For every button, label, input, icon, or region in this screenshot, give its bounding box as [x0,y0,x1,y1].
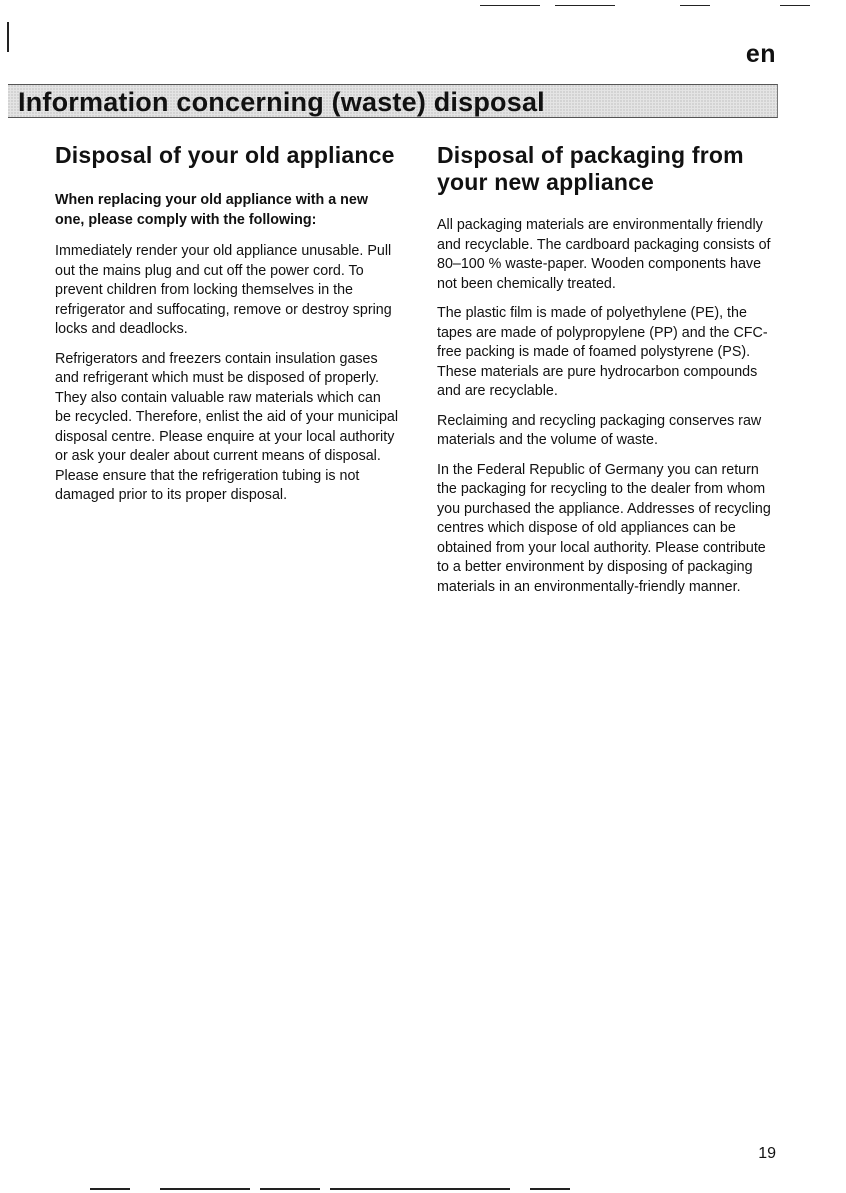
left-column [55,142,400,516]
scan-line-top-4 [780,5,810,6]
scan-line-bottom-1 [90,1188,130,1190]
right-paragraph-3: Reclaiming and recycling packaging conserves raw materials and the volume of waste. [437,412,762,448]
right-heading: Disposal of packaging from your new appliance [437,142,744,195]
banner-title: Information concerning (waste) disposal [18,87,545,117]
right-paragraph-1: All packaging materials are environmentally friendly and recyclable. The cardboard packaging consists of 80–100 % waste-paper. Wooden components have not been chemically treated. [437,217,771,292]
scan-line-top-2 [555,5,615,6]
left-paragraph-1: Immediately render your old appliance unusable. Pull out the mains plug and cut off the power cord. To prevent children from locking themselves in the refrigerator and suffocating, remove or destroy spring locks and deadlocks. [55,243,392,337]
scan-line-top-3 [680,5,710,6]
right-column [437,142,777,607]
scan-line-bottom-2 [160,1188,250,1190]
scan-line-bottom-5 [530,1188,570,1190]
scan-line-top-1 [480,5,540,6]
scan-line-bottom-4 [330,1188,510,1190]
left-lead: When replacing your old appliance with a new one, please comply with the following: [55,192,368,228]
left-heading: Disposal of your old appliance [55,142,395,168]
scan-line-bottom-3 [260,1188,320,1190]
page-number: 19 [758,1145,776,1162]
right-paragraph-2: The plastic film is made of polyethylene (PE), the tapes are made of polypropylene (PP) and the CFC-free packing is made of foamed polystyrene (PS). These materials are pure hydrocarbon compounds and are recyclable. [437,305,768,399]
right-paragraph-4: In the Federal Republic of Germany you can return the packaging for recycling to the dealer from whom you purchased the appliance. Addresses of recycling centres which dispose of old appliances can be obtained from your local authority. Please contribute to a better environment by disposing of packaging materials in an environmentally-friendly manner. [437,461,771,595]
left-paragraph-2: Refrigerators and freezers contain insulation gases and refrigerant which must be disposed of properly. They also contain valuable raw materials which can be recycled. Therefore, enlist the aid of your municipal disposal centre. Please enquire at your local authority or ask your dealer about current means of disposal. Please ensure that the refrigeration tubing is not damaged prior to its proper disposal. [55,350,399,503]
language-tag: en [745,40,776,68]
scan-mark-left [7,22,9,52]
